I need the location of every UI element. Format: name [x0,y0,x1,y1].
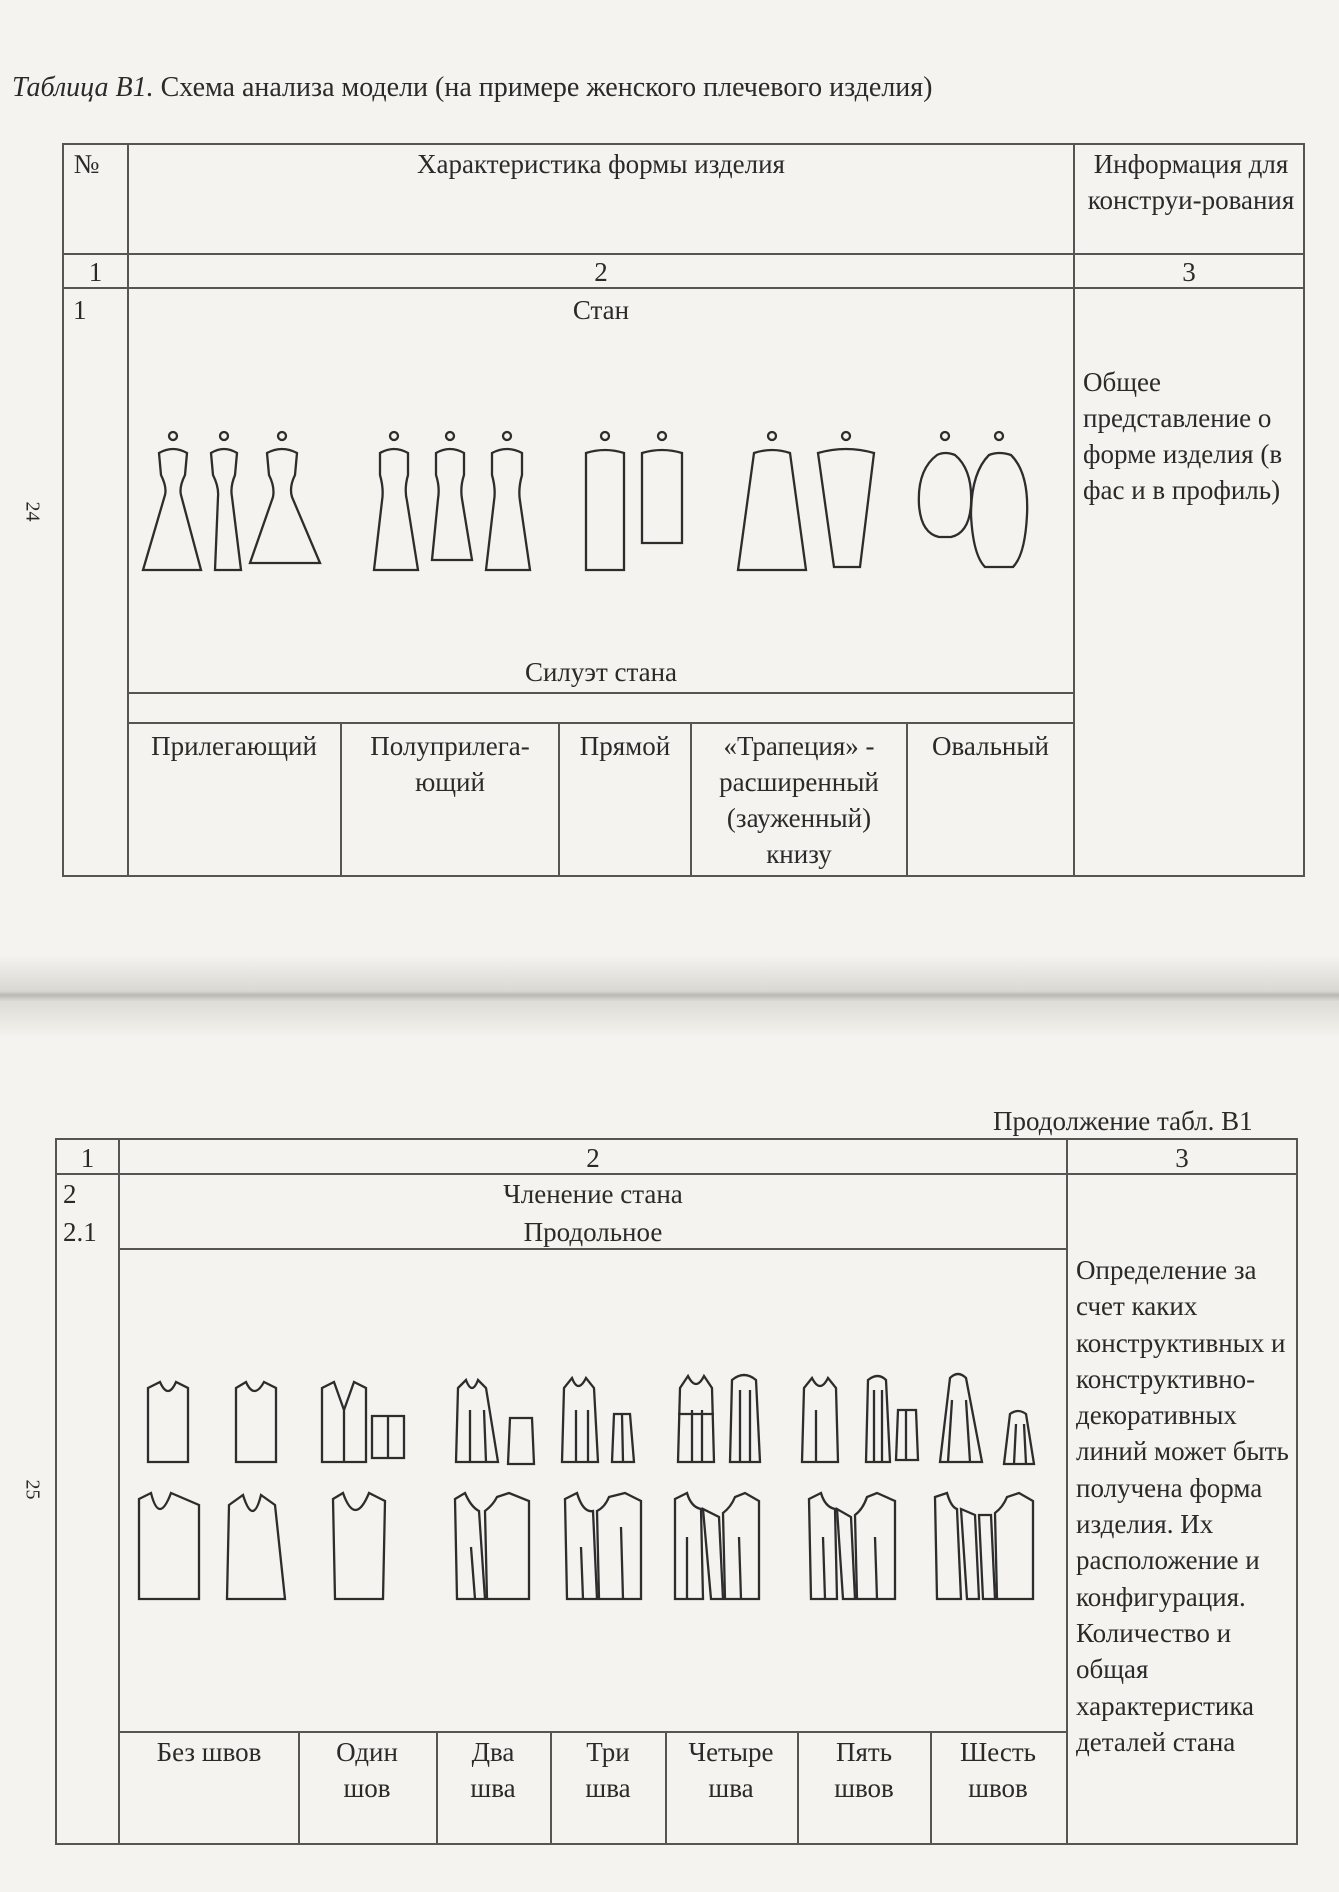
row-number: 1 [73,295,87,325]
row-number-2-1: 2.1 [63,1217,97,1247]
silhouette-label-trapeze: «Трапеция» - расширенный (зауженный) книзу [719,731,879,869]
silhouette-label-semi-fitted: Полуприлега-ющий [370,731,530,797]
semi-fitted-dress-icon [370,425,540,575]
continuation-label: Продолжение табл. В1 [993,1106,1253,1136]
section-title-longitudinal: Продольное [523,1217,663,1247]
col-number-3-p25: 3 [1175,1143,1189,1173]
silhouette-label-fitted: Прилегающий [151,731,317,761]
page-fold [0,955,1339,1035]
trapeze-dress-icon [730,425,880,575]
seam-label-none: Без швов [156,1737,262,1767]
fitted-dress-icon [135,425,335,575]
seam-label-two: Два шва [470,1737,516,1803]
header-construction-info: Информация для конструи-рования [1087,149,1295,215]
silhouette-label-straight: Прямой [579,731,671,761]
page-number-24: 24 [21,501,44,522]
seam-garment-views [140,1370,1060,1470]
seam-label-six: Шесть швов [960,1737,1036,1803]
info-general-form: Общее представление о форме изделия (в фас и в профиль) [1083,367,1283,505]
col-number-2-p25: 2 [586,1143,600,1173]
col-number-1: 1 [88,257,103,287]
page-number-25: 25 [21,1479,44,1500]
row-number-2: 2 [63,1179,77,1209]
oval-dress-icon [915,425,1045,575]
seam-label-four: Четыре шва [688,1737,774,1803]
col-number-3: 3 [1182,257,1196,287]
col-number-2: 2 [594,257,608,287]
table-caption: Таблица В1. Схема анализа модели (на примере женского плечевого изделия) [12,72,933,103]
figure-caption-silhouette: Силуэт стана [524,657,678,687]
info-seam-lines: Определение за счет каких конструктивных и конструктивно-декоративных линий может быть получена форма изделия. Их расположение и конфигурация. Количество и общая характеристика деталей стана [1076,1255,1289,1757]
seam-label-one: Один шов [336,1737,398,1803]
header-form-characteristic: Характеристика формы изделия [417,149,785,179]
silhouette-label-oval: Овальный [932,731,1049,761]
seam-label-three: Три шва [585,1737,631,1803]
header-number: № [73,149,100,179]
seam-pattern-views [135,1487,1055,1607]
seam-label-five: Пять швов [834,1737,894,1803]
col-number-1-p25: 1 [80,1143,95,1173]
section-title-division: Членение стана [503,1179,683,1209]
straight-dress-icon [578,425,688,575]
section-title-stan: Стан [572,295,630,325]
